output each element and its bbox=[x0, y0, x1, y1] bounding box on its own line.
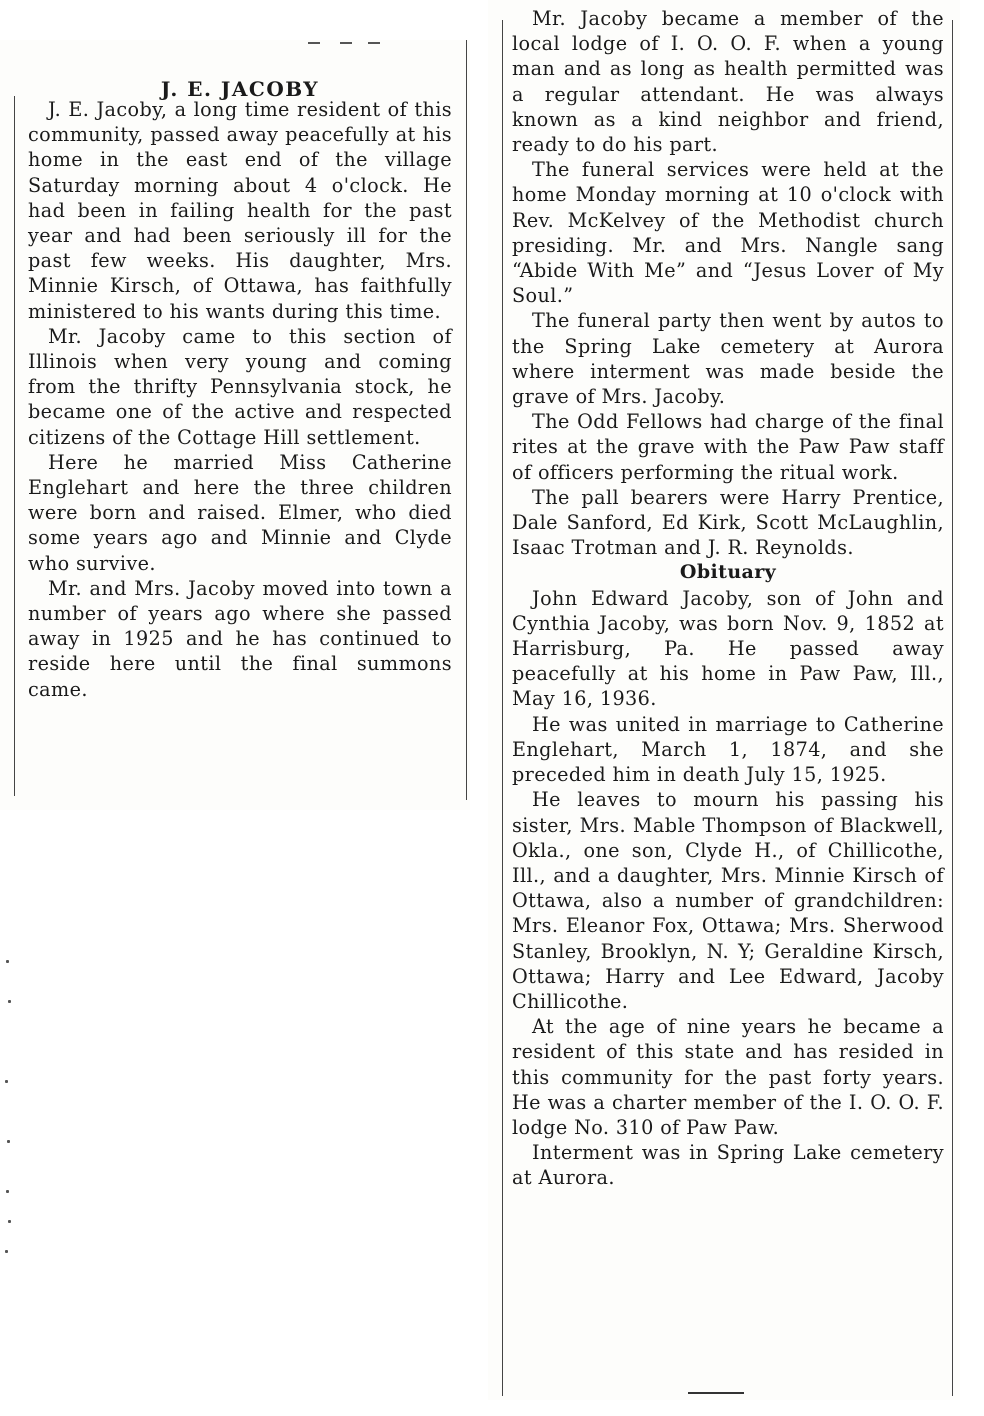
end-of-article-rule bbox=[688, 1392, 744, 1394]
speck bbox=[8, 1220, 11, 1223]
left-column-rule bbox=[14, 96, 15, 796]
speck bbox=[6, 1190, 9, 1193]
paragraph: J. E. Jacoby, a long time resident of this community, passed away peacefully at his home in the east end of the village Saturday morning about 4 o'clock. He had been in failing health for the past year and had been seriously ill for the past few weeks. His daughter, Mrs. Minnie Kirsch, of Ottawa, has faithfully ministered to his wants during this time. bbox=[28, 98, 452, 323]
paragraph: Mr. Jacoby came to this section of Illinois when very young and coming from the thrifty Pennsylvania stock, he became one of the active and respected citizens of the Cottage Hill settlement. bbox=[28, 324, 452, 449]
obituary-heading: Obituary bbox=[679, 561, 777, 584]
obituary-paragraph: Interment was in Spring Lake cemetery at Aurora. bbox=[512, 1141, 944, 1190]
right-column-text bbox=[512, 6, 944, 1191]
speck bbox=[5, 1250, 8, 1253]
paragraph: The funeral party then went by autos to the Spring Lake cemetery at Aurora where interment was made beside the grave of Mrs. Jacoby. bbox=[512, 309, 944, 409]
article-headline: J. E. JACOBY bbox=[160, 77, 320, 102]
speck bbox=[7, 1140, 10, 1143]
top-dash-mark bbox=[340, 42, 352, 44]
top-dash-mark bbox=[368, 42, 380, 44]
scan-specks bbox=[4, 960, 18, 1260]
speck bbox=[6, 960, 9, 963]
paragraph: Mr. and Mrs. Jacoby moved into town a number of years ago where she passed away in 1925 and he has continued to reside here until the final summons came. bbox=[28, 576, 452, 701]
obituary-paragraph: He leaves to mourn his passing his sister, Mrs. Mable Thompson of Blackwell, Okla., one son, Clyde H., of Chillicothe, Ill., and a daughter, Mrs. Minnie Kirsch of Ottawa, also a number of grandchildren: Mrs. Eleanor Fox, Ottawa; Mrs. Sherwood Stanley, Brooklyn, N. Y; Geraldine Kirsch, Ottawa; Harry and Lee Edward, Jacoby Chillicothe. bbox=[512, 788, 944, 1013]
paragraph: The Odd Fellows had charge of the final rites at the grave with the Paw Paw staff of officers performing the ritual work. bbox=[512, 410, 944, 484]
speck bbox=[8, 1000, 11, 1003]
center-column-rule-left bbox=[466, 40, 467, 800]
paragraph: The funeral services were held at the home Monday morning at 10 o'clock with Rev. McKelvey of the Methodist church presiding. Mr. and Mrs. Nangle sang “Abide With Me” and “Jesus Lover of My Soul.” bbox=[512, 158, 944, 308]
center-column-rule-right bbox=[502, 20, 503, 1396]
paragraph: The pall bearers were Harry Prentice, Dale Sanford, Ed Kirk, Scott McLaughlin, Isaac Trotman and J. R. Reynolds. bbox=[512, 485, 944, 560]
obituary-paragraph: John Edward Jacoby, son of John and Cynthia Jacoby, was born Nov. 9, 1852 at Harrisburg, Pa. He passed away peacefully at his home in Paw Paw, Ill., May 16, 1936. bbox=[512, 586, 944, 711]
paragraph: Mr. Jacoby became a member of the local lodge of I. O. O. F. when a young man and as long as health permitted was a regular attendant. He was always known as a kind neighbor and friend, ready to do his part. bbox=[512, 7, 944, 157]
paragraph: Here he married Miss Catherine Englehart and here the three children were born and raised. Elmer, who died some years ago and Minnie and Clyde who survive. bbox=[28, 450, 452, 575]
left-column-text bbox=[28, 97, 452, 702]
obituary-paragraph: He was united in marriage to Catherine Englehart, March 1, 1874, and she preceded him in death July 15, 1925. bbox=[512, 712, 944, 787]
top-dash-mark bbox=[308, 42, 320, 44]
right-column-rule bbox=[952, 20, 953, 1396]
obituary-paragraph: At the age of nine years he became a resident of this state and has resided in this community for the past forty years. He was a charter member of the I. O. O. F. lodge No. 310 of Paw Paw. bbox=[512, 1015, 944, 1139]
speck bbox=[5, 1080, 8, 1083]
